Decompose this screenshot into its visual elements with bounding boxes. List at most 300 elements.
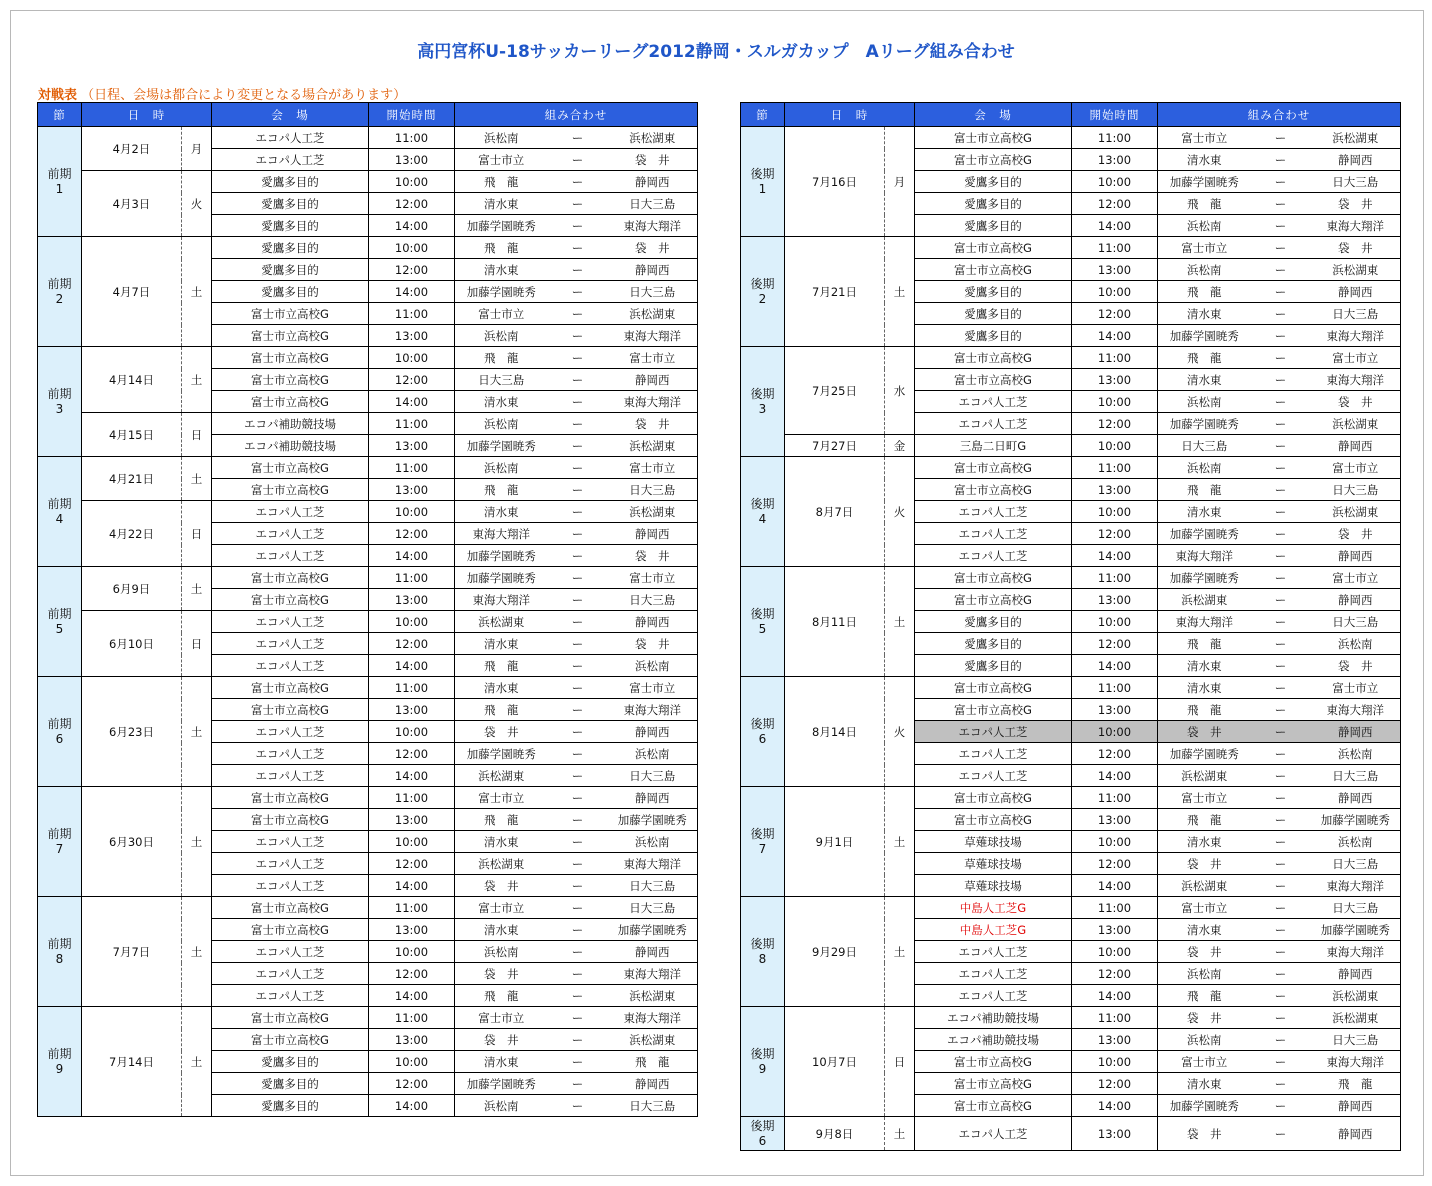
home-team: 浜松南 <box>1158 215 1251 237</box>
versus-dash: ー <box>1251 633 1311 655</box>
second-half-schedule-table <box>740 102 1401 1151</box>
venue: 富士市立高校G <box>915 567 1072 589</box>
venue: 富士市立高校G <box>212 699 369 721</box>
venue: 富士市立高校G <box>212 787 369 809</box>
venue: 富士市立高校G <box>915 1073 1072 1095</box>
kickoff-time: 11:00 <box>1072 457 1158 479</box>
versus-dash: ー <box>548 259 608 281</box>
away-team: 静岡西 <box>1311 281 1401 303</box>
versus-dash: ー <box>548 523 608 545</box>
venue: 富士市立高校G <box>915 589 1072 611</box>
home-team: 袋 井 <box>455 1029 548 1051</box>
header-date: 日 時 <box>82 103 212 127</box>
versus-dash: ー <box>548 391 608 413</box>
home-team: 袋 井 <box>455 963 548 985</box>
versus-dash: ー <box>548 325 608 347</box>
away-team: 日大三島 <box>1311 897 1401 919</box>
away-team: 富士市立 <box>1311 677 1401 699</box>
away-team: 飛 龍 <box>1311 1073 1401 1095</box>
section-label <box>38 457 82 567</box>
venue: エコパ人工芝 <box>915 721 1072 743</box>
away-team: 日大三島 <box>608 193 698 215</box>
home-team: 浜松湖東 <box>1158 765 1251 787</box>
match-weekday: 水 <box>885 347 915 435</box>
away-team: 浜松南 <box>608 743 698 765</box>
kickoff-time: 14:00 <box>369 985 455 1007</box>
versus-dash: ー <box>548 1073 608 1095</box>
venue: 富士市立高校G <box>915 1095 1072 1117</box>
versus-dash: ー <box>548 215 608 237</box>
away-team: 日大三島 <box>608 765 698 787</box>
header-time: 開始時間 <box>369 103 455 127</box>
kickoff-time: 13:00 <box>369 919 455 941</box>
versus-dash: ー <box>548 787 608 809</box>
versus-dash: ー <box>1251 963 1311 985</box>
home-team: 清水東 <box>1158 369 1251 391</box>
section-label <box>741 237 785 347</box>
match-date: 7月7日 <box>82 897 182 1007</box>
venue: 愛鷹多目的 <box>212 1095 369 1117</box>
venue: 富士市立高校G <box>915 369 1072 391</box>
away-team: 日大三島 <box>1311 765 1401 787</box>
home-team: 飛 龍 <box>1158 633 1251 655</box>
away-team: 東海大翔洋 <box>608 391 698 413</box>
home-team: 浜松南 <box>455 457 548 479</box>
versus-dash: ー <box>548 347 608 369</box>
versus-dash: ー <box>1251 369 1311 391</box>
kickoff-time: 14:00 <box>1072 655 1158 677</box>
section-label <box>38 127 82 237</box>
home-team: 富士市立 <box>1158 1051 1251 1073</box>
match-weekday: 土 <box>182 567 212 611</box>
match-weekday: 土 <box>885 237 915 347</box>
versus-dash: ー <box>1251 127 1311 149</box>
away-team: 東海大翔洋 <box>608 699 698 721</box>
match-weekday: 月 <box>885 127 915 237</box>
away-team: 袋 井 <box>1311 193 1401 215</box>
kickoff-time: 13:00 <box>1072 1117 1158 1151</box>
match-row <box>38 897 698 919</box>
versus-dash: ー <box>548 237 608 259</box>
venue: 富士市立高校G <box>915 677 1072 699</box>
match-weekday: 土 <box>885 567 915 677</box>
venue: エコパ補助競技場 <box>915 1029 1072 1051</box>
away-team: 浜松南 <box>1311 831 1401 853</box>
versus-dash: ー <box>1251 699 1311 721</box>
away-team: 富士市立 <box>608 347 698 369</box>
venue: 富士市立高校G <box>212 391 369 413</box>
versus-dash: ー <box>548 1095 608 1117</box>
away-team: 日大三島 <box>1311 171 1401 193</box>
kickoff-time: 14:00 <box>1072 985 1158 1007</box>
home-team: 加藤学園暁秀 <box>455 435 548 457</box>
venue: 富士市立高校G <box>915 457 1072 479</box>
versus-dash: ー <box>548 193 608 215</box>
match-row <box>38 171 698 193</box>
match-weekday: 月 <box>182 127 212 171</box>
match-row <box>38 567 698 589</box>
match-date: 7月25日 <box>785 347 885 435</box>
section-label <box>38 677 82 787</box>
home-team: 飛 龍 <box>1158 809 1251 831</box>
venue: エコパ人工芝 <box>212 831 369 853</box>
venue: エコパ人工芝 <box>212 633 369 655</box>
away-team: 東海大翔洋 <box>608 963 698 985</box>
match-row <box>38 787 698 809</box>
versus-dash: ー <box>1251 281 1311 303</box>
kickoff-time: 11:00 <box>1072 677 1158 699</box>
kickoff-time: 14:00 <box>1072 215 1158 237</box>
kickoff-time: 11:00 <box>369 677 455 699</box>
match-date: 4月7日 <box>82 237 182 347</box>
venue: 愛鷹多目的 <box>915 633 1072 655</box>
match-row <box>741 457 1401 479</box>
section-label <box>741 347 785 457</box>
home-team: 袋 井 <box>1158 941 1251 963</box>
match-row <box>38 127 698 149</box>
match-weekday: 火 <box>885 457 915 567</box>
venue: エコパ人工芝 <box>915 985 1072 1007</box>
versus-dash: ー <box>548 897 608 919</box>
versus-dash: ー <box>1251 215 1311 237</box>
home-team: 飛 龍 <box>455 809 548 831</box>
away-team: 静岡西 <box>1311 787 1401 809</box>
kickoff-time: 13:00 <box>369 1029 455 1051</box>
versus-dash: ー <box>1251 413 1311 435</box>
away-team: 東海大翔洋 <box>1311 1051 1401 1073</box>
home-team: 浜松南 <box>455 127 548 149</box>
away-team: 東海大翔洋 <box>1311 215 1401 237</box>
kickoff-time: 14:00 <box>1072 1095 1158 1117</box>
section-label <box>38 897 82 1007</box>
away-team: 東海大翔洋 <box>1311 941 1401 963</box>
home-team: 飛 龍 <box>455 237 548 259</box>
away-team: 東海大翔洋 <box>608 215 698 237</box>
kickoff-time: 12:00 <box>1072 523 1158 545</box>
kickoff-time: 13:00 <box>1072 149 1158 171</box>
away-team: 浜松湖東 <box>608 303 698 325</box>
home-team: 富士市立 <box>1158 127 1251 149</box>
away-team: 袋 井 <box>608 237 698 259</box>
match-row <box>38 1007 698 1029</box>
home-team: 清水東 <box>455 633 548 655</box>
match-row <box>38 677 698 699</box>
away-team: 袋 井 <box>608 545 698 567</box>
match-row <box>741 347 1401 369</box>
versus-dash: ー <box>1251 523 1311 545</box>
match-date: 7月21日 <box>785 237 885 347</box>
match-weekday: 土 <box>182 1007 212 1117</box>
venue: 愛鷹多目的 <box>212 215 369 237</box>
header-date: 日 時 <box>785 103 915 127</box>
section-label <box>38 787 82 897</box>
away-team: 日大三島 <box>608 281 698 303</box>
away-team: 東海大翔洋 <box>1311 875 1401 897</box>
away-team: 東海大翔洋 <box>608 325 698 347</box>
venue: エコパ人工芝 <box>212 523 369 545</box>
kickoff-time: 13:00 <box>1072 369 1158 391</box>
away-team: 日大三島 <box>608 897 698 919</box>
section-text: 後期 1 <box>750 166 775 196</box>
away-team: 東海大翔洋 <box>608 1007 698 1029</box>
versus-dash: ー <box>1251 237 1311 259</box>
away-team: 東海大翔洋 <box>1311 369 1401 391</box>
match-date: 8月11日 <box>785 567 885 677</box>
kickoff-time: 14:00 <box>1072 875 1158 897</box>
home-team: 富士市立 <box>1158 787 1251 809</box>
versus-dash: ー <box>1251 1029 1311 1051</box>
kickoff-time: 12:00 <box>1072 303 1158 325</box>
away-team: 日大三島 <box>1311 303 1401 325</box>
kickoff-time: 13:00 <box>1072 479 1158 501</box>
kickoff-time: 10:00 <box>369 941 455 963</box>
kickoff-time: 11:00 <box>369 457 455 479</box>
versus-dash: ー <box>1251 391 1311 413</box>
section-label <box>741 677 785 787</box>
away-team: 静岡西 <box>608 941 698 963</box>
section-label <box>38 347 82 457</box>
venue: 富士市立高校G <box>915 149 1072 171</box>
kickoff-time: 13:00 <box>1072 259 1158 281</box>
section-label <box>741 787 785 897</box>
venue: 富士市立高校G <box>212 897 369 919</box>
versus-dash: ー <box>548 589 608 611</box>
match-row <box>741 567 1401 589</box>
away-team: 袋 井 <box>608 633 698 655</box>
kickoff-time: 10:00 <box>369 721 455 743</box>
home-team: 清水東 <box>1158 1073 1251 1095</box>
home-team: 飛 龍 <box>455 699 548 721</box>
versus-dash: ー <box>548 611 608 633</box>
home-team: 清水東 <box>455 677 548 699</box>
kickoff-time: 13:00 <box>1072 919 1158 941</box>
kickoff-time: 10:00 <box>369 1051 455 1073</box>
versus-dash: ー <box>548 281 608 303</box>
venue: 富士市立高校G <box>212 347 369 369</box>
versus-dash: ー <box>548 149 608 171</box>
header-time: 開始時間 <box>1072 103 1158 127</box>
venue: 愛鷹多目的 <box>915 303 1072 325</box>
away-team: 富士市立 <box>608 457 698 479</box>
note-label: 対戦表 <box>38 88 78 103</box>
section-text: 後期 5 <box>750 606 775 636</box>
match-row <box>741 897 1401 919</box>
away-team: 日大三島 <box>608 875 698 897</box>
kickoff-time: 12:00 <box>1072 1073 1158 1095</box>
away-team: 加藤学園暁秀 <box>608 919 698 941</box>
away-team: 浜松湖東 <box>608 985 698 1007</box>
home-team: 飛 龍 <box>455 171 548 193</box>
kickoff-time: 11:00 <box>1072 347 1158 369</box>
away-team: 静岡西 <box>1311 589 1401 611</box>
venue: 富士市立高校G <box>915 1051 1072 1073</box>
home-team: 清水東 <box>455 831 548 853</box>
section-text: 前期 5 <box>47 606 72 636</box>
venue: エコパ人工芝 <box>212 941 369 963</box>
versus-dash: ー <box>1251 743 1311 765</box>
kickoff-time: 11:00 <box>369 1007 455 1029</box>
section-text: 前期 8 <box>47 936 72 966</box>
away-team: 浜松南 <box>1311 633 1401 655</box>
kickoff-time: 11:00 <box>369 787 455 809</box>
venue: 富士市立高校G <box>212 369 369 391</box>
versus-dash: ー <box>1251 941 1311 963</box>
home-team: 飛 龍 <box>1158 347 1251 369</box>
section-text: 後期 7 <box>750 826 775 856</box>
versus-dash: ー <box>548 875 608 897</box>
versus-dash: ー <box>548 303 608 325</box>
home-team: 加藤学園暁秀 <box>1158 171 1251 193</box>
versus-dash: ー <box>548 853 608 875</box>
kickoff-time: 11:00 <box>369 303 455 325</box>
away-team: 袋 井 <box>608 413 698 435</box>
versus-dash: ー <box>1251 435 1311 457</box>
home-team: 浜松湖東 <box>455 853 548 875</box>
match-weekday: 土 <box>182 897 212 1007</box>
home-team: 加藤学園暁秀 <box>1158 413 1251 435</box>
away-team: 浜松湖東 <box>1311 127 1401 149</box>
kickoff-time: 14:00 <box>369 215 455 237</box>
match-date: 4月2日 <box>82 127 182 171</box>
kickoff-time: 14:00 <box>369 1095 455 1117</box>
kickoff-time: 13:00 <box>369 435 455 457</box>
home-team: 飛 龍 <box>1158 479 1251 501</box>
kickoff-time: 10:00 <box>1072 831 1158 853</box>
versus-dash: ー <box>1251 1007 1311 1029</box>
home-team: 加藤学園暁秀 <box>455 545 548 567</box>
venue: 富士市立高校G <box>212 1007 369 1029</box>
versus-dash: ー <box>548 655 608 677</box>
versus-dash: ー <box>548 435 608 457</box>
versus-dash: ー <box>1251 457 1311 479</box>
venue: 愛鷹多目的 <box>212 259 369 281</box>
home-team: 袋 井 <box>1158 1117 1251 1151</box>
versus-dash: ー <box>548 369 608 391</box>
versus-dash: ー <box>1251 1095 1311 1117</box>
section-text: 後期 8 <box>750 936 775 966</box>
venue: 富士市立高校G <box>212 809 369 831</box>
away-team: 浜松湖東 <box>608 127 698 149</box>
away-team: 袋 井 <box>1311 391 1401 413</box>
venue: 富士市立高校G <box>212 919 369 941</box>
header-venue: 会 場 <box>212 103 369 127</box>
section-label <box>741 1007 785 1117</box>
home-team: 浜松南 <box>1158 457 1251 479</box>
away-team: 富士市立 <box>1311 567 1401 589</box>
home-team: 加藤学園暁秀 <box>1158 523 1251 545</box>
venue: 富士市立高校G <box>915 259 1072 281</box>
versus-dash: ー <box>548 743 608 765</box>
kickoff-time: 13:00 <box>369 325 455 347</box>
venue: 愛鷹多目的 <box>212 171 369 193</box>
venue: エコパ人工芝 <box>915 501 1072 523</box>
match-date: 7月14日 <box>82 1007 182 1117</box>
versus-dash: ー <box>1251 831 1311 853</box>
kickoff-time: 12:00 <box>369 523 455 545</box>
match-date: 4月15日 <box>82 413 182 457</box>
kickoff-time: 13:00 <box>1072 809 1158 831</box>
away-team: 静岡西 <box>1311 435 1401 457</box>
schedule-note <box>38 84 406 103</box>
away-team: 富士市立 <box>1311 457 1401 479</box>
away-team: 静岡西 <box>608 611 698 633</box>
versus-dash: ー <box>548 809 608 831</box>
kickoff-time: 12:00 <box>369 963 455 985</box>
away-team: 浜松湖東 <box>608 1029 698 1051</box>
versus-dash: ー <box>548 941 608 963</box>
venue: 富士市立高校G <box>915 699 1072 721</box>
away-team: 富士市立 <box>608 567 698 589</box>
venue: エコパ補助競技場 <box>915 1007 1072 1029</box>
away-team: 静岡西 <box>608 171 698 193</box>
match-date: 8月14日 <box>785 677 885 787</box>
match-row <box>741 435 1401 457</box>
away-team: 東海大翔洋 <box>608 853 698 875</box>
match-weekday: 日 <box>182 501 212 567</box>
home-team: 清水東 <box>455 391 548 413</box>
away-team: 浜松湖東 <box>1311 413 1401 435</box>
kickoff-time: 11:00 <box>1072 237 1158 259</box>
versus-dash: ー <box>548 171 608 193</box>
match-date: 6月23日 <box>82 677 182 787</box>
home-team: 浜松湖東 <box>455 611 548 633</box>
home-team: 袋 井 <box>1158 721 1251 743</box>
away-team: 袋 井 <box>608 149 698 171</box>
kickoff-time: 11:00 <box>369 567 455 589</box>
venue: 愛鷹多目的 <box>212 281 369 303</box>
home-team: 浜松南 <box>1158 259 1251 281</box>
venue: 富士市立高校G <box>915 347 1072 369</box>
kickoff-time: 11:00 <box>1072 567 1158 589</box>
home-team: 袋 井 <box>455 875 548 897</box>
versus-dash: ー <box>1251 1117 1311 1151</box>
away-team: 静岡西 <box>1311 545 1401 567</box>
away-team: 加藤学園暁秀 <box>1311 809 1401 831</box>
section-label <box>741 567 785 677</box>
away-team: 浜松湖東 <box>1311 259 1401 281</box>
kickoff-time: 14:00 <box>369 765 455 787</box>
home-team: 浜松南 <box>455 941 548 963</box>
away-team: 浜松南 <box>608 655 698 677</box>
versus-dash: ー <box>548 699 608 721</box>
match-weekday: 土 <box>885 787 915 897</box>
versus-dash: ー <box>1251 1073 1311 1095</box>
match-row <box>741 237 1401 259</box>
kickoff-time: 12:00 <box>1072 853 1158 875</box>
section-label <box>741 127 785 237</box>
venue: 富士市立高校G <box>915 809 1072 831</box>
match-row <box>38 237 698 259</box>
match-row <box>741 787 1401 809</box>
kickoff-time: 11:00 <box>1072 1007 1158 1029</box>
kickoff-time: 14:00 <box>369 391 455 413</box>
versus-dash: ー <box>548 633 608 655</box>
section-text: 前期 9 <box>47 1046 72 1076</box>
home-team: 富士市立 <box>455 787 548 809</box>
kickoff-time: 10:00 <box>369 611 455 633</box>
section-text: 前期 2 <box>47 276 72 306</box>
match-row <box>741 1117 1401 1151</box>
home-team: 清水東 <box>1158 919 1251 941</box>
home-team: 飛 龍 <box>455 479 548 501</box>
venue: エコパ人工芝 <box>915 941 1072 963</box>
match-date: 10月7日 <box>785 1007 885 1117</box>
home-team: 富士市立 <box>455 897 548 919</box>
venue: エコパ人工芝 <box>915 523 1072 545</box>
section-text: 前期 1 <box>47 166 72 196</box>
kickoff-time: 11:00 <box>1072 897 1158 919</box>
home-team: 清水東 <box>1158 501 1251 523</box>
